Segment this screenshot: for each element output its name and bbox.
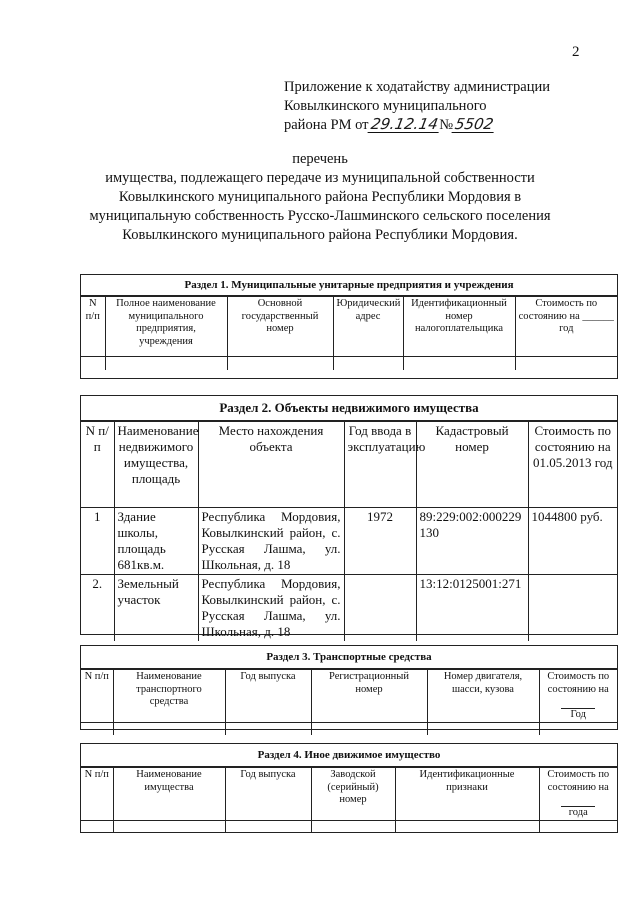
appendix-line-3: [284, 116, 604, 135]
row-year: [344, 575, 416, 642]
section-1-table: [80, 274, 618, 379]
s4-header-name: Наименование имущества: [113, 768, 225, 821]
section-4-table: [80, 743, 618, 833]
s3-cost-label: Стоимость по состоянию на: [547, 671, 610, 695]
table-cell: [311, 723, 427, 735]
row-number: 2.: [81, 575, 114, 642]
section-3-table: [80, 645, 618, 730]
document-heading: [0, 150, 640, 245]
appendix-line-1: Приложение к ходатайству администрации: [284, 79, 550, 95]
number-sign: №: [439, 117, 454, 133]
row-cadastral: 89:229:002:000229130: [416, 508, 528, 575]
table-cell: [333, 357, 403, 370]
s3-header-reg: Регистрационный номер: [311, 670, 427, 723]
s1-header-address: Юридический адрес: [333, 297, 403, 357]
heading-line-5: Ковылкинского муниципального района Республики Мордовия.: [122, 227, 518, 243]
s1-header-ogrn: Основной государственный номер: [227, 297, 333, 357]
s4-header-cost: [539, 768, 617, 821]
s3-cost-suffix: Год: [570, 708, 586, 720]
table-cell: [113, 821, 225, 833]
blank-line: [561, 698, 595, 709]
s3-header-year: Год выпуска: [225, 670, 311, 723]
section-3-title: Раздел 3. Транспортные средства: [81, 646, 617, 669]
s4-header-serial: Заводской (серийный) номер: [311, 768, 395, 821]
handwritten-number: 5502: [453, 115, 496, 133]
row-cost: [528, 575, 617, 642]
s4-header-features: Идентификационные признаки: [395, 768, 539, 821]
handwritten-date: 29.12.14: [369, 115, 439, 133]
section-4-title: Раздел 4. Иное движимое имущество: [81, 744, 617, 767]
s3-header-name: Наименование транспортного средства: [113, 670, 225, 723]
appendix-header: [284, 78, 604, 135]
s3-header-engine: Номер двигателя, шасси, кузова: [427, 670, 539, 723]
table-cell: [225, 723, 311, 735]
section-2-table: [80, 395, 618, 639]
s3-header-cost: [539, 670, 617, 723]
page-number: 2: [572, 44, 580, 60]
row-number: 1: [81, 508, 114, 575]
table-cell: [227, 357, 333, 370]
section-2-title: Раздел 2. Объекты недвижимого имущества: [81, 396, 617, 421]
table-cell: [81, 357, 105, 370]
row-cadastral: 13:12:0125001:271: [416, 575, 528, 642]
s2-header-location: Место нахождения объекта: [198, 422, 344, 508]
table-cell: [515, 357, 617, 370]
row-location: Республика Мордовия, Ковылкинский район, с. Русская Лашма, ул. Школьная, д. 18: [198, 508, 344, 575]
table-cell: [311, 821, 395, 833]
row-location: Республика Мордовия, Ковылкинский район, с. Русская Лашма, ул. Школьная, д. 18: [198, 575, 344, 642]
s2-header-cadastral: Кадастровый номер: [416, 422, 528, 508]
blank-line: [561, 796, 595, 807]
table-cell: [105, 357, 227, 370]
appendix-line-3-prefix: района РМ от: [284, 117, 369, 133]
s4-cost-label: Стоимость по состоянию на: [547, 769, 610, 793]
table-cell: [539, 723, 617, 735]
heading-line-1: перечень: [292, 151, 348, 167]
heading-line-2: имущества, подлежащего передаче из муниципальной собственности: [105, 170, 535, 186]
s2-header-year: Год ввода в эксплуатацию: [344, 422, 416, 508]
heading-line-3: Ковылкинского муниципального района Республики Мордовия в: [118, 189, 522, 205]
table-cell: [81, 723, 113, 735]
table-cell: [113, 723, 225, 735]
table-cell: [81, 821, 113, 833]
table-cell: [427, 723, 539, 735]
appendix-line-2: Ковылкинского муниципального: [284, 98, 487, 114]
s4-header-n: N п/п: [81, 768, 113, 821]
table-row: [81, 575, 617, 642]
row-year: 1972: [344, 508, 416, 575]
s1-header-name: Полное наименование муниципального предприятия, учреждения: [105, 297, 227, 357]
s2-header-name: Наименование недвижимого имущества, площадь: [114, 422, 198, 508]
table-cell: [225, 821, 311, 833]
s2-header-n: N п/п: [81, 422, 114, 508]
table-cell: [539, 821, 617, 833]
s3-header-n: N п/п: [81, 670, 113, 723]
table-cell: [395, 821, 539, 833]
row-cost: 1044800 руб.: [528, 508, 617, 575]
s1-header-inn: Идентификационный номер налогоплательщика: [403, 297, 515, 357]
s4-header-year: Год выпуска: [225, 768, 311, 821]
table-cell: [403, 357, 515, 370]
s1-header-n: N п/п: [81, 297, 105, 357]
row-name: Здание школы, площадь 681кв.м.: [114, 508, 198, 575]
s2-header-cost: Стоимость по состоянию на 01.05.2013 год: [528, 422, 617, 508]
section-1-title: Раздел 1. Муниципальные унитарные предприятия и учреждения: [81, 275, 617, 296]
table-row: [81, 508, 617, 575]
s1-header-cost: Стоимость по состоянию на ______ год: [515, 297, 617, 357]
row-name: Земельный участок: [114, 575, 198, 642]
s4-cost-suffix: года: [568, 806, 588, 818]
heading-line-4: муниципальную собственность Русско-Лашминского сельского поселения: [89, 208, 551, 224]
